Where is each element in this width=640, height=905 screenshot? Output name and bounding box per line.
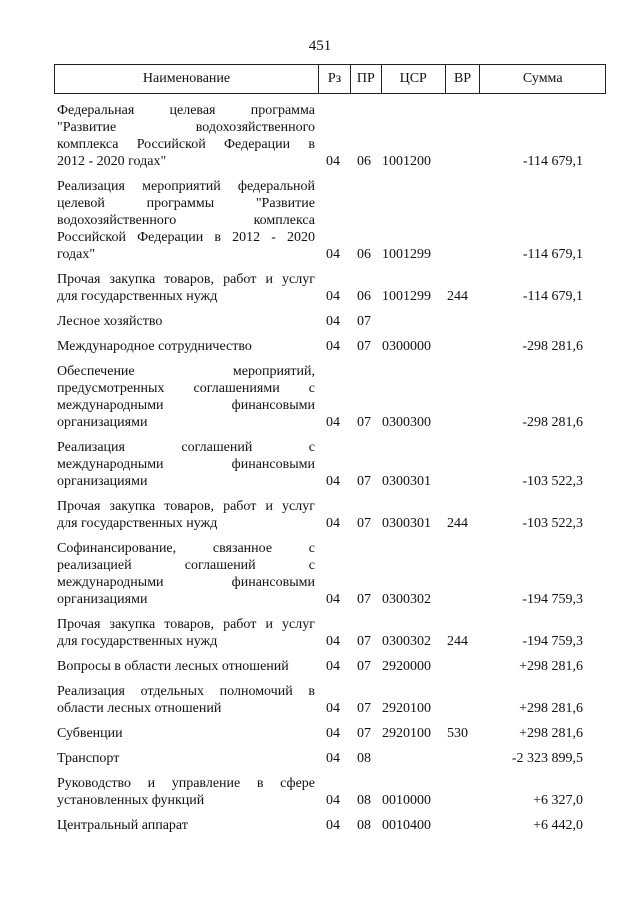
row-name [57, 683, 315, 717]
row-sum: -194 759,3 [522, 634, 583, 649]
row-sum: +298 281,6 [519, 701, 583, 716]
row-name-line: Прочая закупка товаров, работ и услуг [57, 617, 315, 632]
row-sum: +298 281,6 [519, 726, 583, 741]
row-sum: -2 323 899,5 [511, 751, 583, 766]
row-name-line: Прочая закупка товаров, работ и услуг [57, 499, 315, 514]
row-name-line: области лесных отношений [57, 701, 222, 716]
row-name [57, 313, 315, 330]
table-row [0, 271, 640, 305]
header-pr: ПР [351, 65, 382, 93]
row-rz: 04 [326, 634, 340, 649]
row-vr: 244 [447, 289, 468, 304]
page-number: 451 [308, 38, 332, 54]
row-csr: 0010000 [382, 793, 431, 808]
row-name [57, 775, 315, 809]
row-name-line: Лесное хозяйство [57, 314, 163, 329]
row-pr: 06 [357, 289, 371, 304]
row-name-line: организациями [57, 415, 148, 430]
row-name-line: для государственных нужд [57, 634, 218, 649]
row-name-line: Международное сотрудничество [57, 339, 252, 354]
row-pr: 08 [357, 751, 371, 766]
row-csr: 2920100 [382, 701, 431, 716]
row-name [57, 439, 315, 490]
table-row [0, 616, 640, 650]
row-csr: 0300301 [382, 474, 431, 489]
row-csr: 0010400 [382, 818, 431, 833]
row-name [57, 750, 315, 767]
row-name [57, 102, 315, 170]
row-csr: 1001200 [382, 154, 431, 169]
header-rz: Рз [319, 65, 351, 93]
row-rz: 04 [326, 314, 340, 329]
row-name-line: организациями [57, 474, 148, 489]
row-rz: 04 [326, 751, 340, 766]
row-name [57, 363, 315, 431]
row-name-line: Федеральная целевая программа [57, 103, 315, 118]
row-rz: 04 [326, 289, 340, 304]
row-name-line: для государственных нужд [57, 289, 218, 304]
row-rz: 04 [326, 592, 340, 607]
row-rz: 04 [326, 793, 340, 808]
row-name-line: годах" [57, 247, 96, 262]
row-csr: 0300301 [382, 516, 431, 531]
row-pr: 06 [357, 247, 371, 262]
row-sum: -298 281,6 [522, 415, 583, 430]
row-name [57, 178, 315, 263]
table-row [0, 178, 640, 263]
header-sum: Сумма [522, 71, 563, 86]
row-rz: 04 [326, 818, 340, 833]
row-name [57, 498, 315, 532]
row-name-line: Транспорт [57, 751, 120, 766]
row-name-line: реализацией соглашений с [57, 558, 315, 573]
row-csr: 0300300 [382, 415, 431, 430]
table-row [0, 683, 640, 717]
row-rz: 04 [326, 339, 340, 354]
row-name-line: "Развитие водохозяйственного [57, 120, 315, 135]
row-name [57, 540, 315, 608]
table-row [0, 363, 640, 431]
header-vr: ВР [446, 65, 481, 93]
row-name-line: Реализация соглашений с [57, 440, 315, 455]
row-name-line: предусмотренных соглашениями с [57, 381, 315, 396]
table-row [0, 313, 640, 330]
row-pr: 08 [357, 818, 371, 833]
row-name-line: Реализация отдельных полномочий в [57, 684, 315, 699]
row-name-line: Субвенции [57, 726, 123, 741]
row-csr: 0300302 [382, 634, 431, 649]
row-pr: 08 [357, 793, 371, 808]
row-name [57, 725, 315, 742]
row-rz: 04 [326, 726, 340, 741]
row-name-line: комплекса Российской Федерации в [57, 137, 315, 152]
row-pr: 07 [357, 516, 371, 531]
row-name-line: организациями [57, 592, 148, 607]
row-pr: 07 [357, 726, 371, 741]
row-name-line: водохозяйственного комплекса [57, 213, 315, 228]
row-name-line: 2012 - 2020 годах" [57, 154, 167, 169]
row-sum: -114 679,1 [522, 154, 583, 169]
row-name-line: Российской Федерации в 2012 - 2020 [57, 230, 315, 245]
row-csr: 0300000 [382, 339, 431, 354]
row-pr: 06 [357, 154, 371, 169]
table-row [0, 338, 640, 355]
row-rz: 04 [326, 516, 340, 531]
table-row [0, 658, 640, 675]
row-name-line: Софинансирование, связанное с [57, 541, 315, 556]
row-name [57, 271, 315, 305]
table-row [0, 775, 640, 809]
row-rz: 04 [326, 415, 340, 430]
row-sum: -298 281,6 [522, 339, 583, 354]
row-name [57, 338, 315, 355]
row-name-line: Вопросы в области лесных отношений [57, 659, 289, 674]
row-pr: 07 [357, 474, 371, 489]
row-name-line: международными финансовыми [57, 398, 315, 413]
row-csr: 0300302 [382, 592, 431, 607]
row-name [57, 658, 315, 675]
row-sum: -194 759,3 [522, 592, 583, 607]
row-sum: -114 679,1 [522, 247, 583, 262]
table-row [0, 102, 640, 170]
header-csr: ЦСР [382, 65, 446, 93]
row-name [57, 616, 315, 650]
row-rz: 04 [326, 659, 340, 674]
table-row [0, 750, 640, 767]
row-name-line: международными финансовыми [57, 457, 315, 472]
row-rz: 04 [326, 154, 340, 169]
row-csr: 1001299 [382, 289, 431, 304]
row-vr: 244 [447, 516, 468, 531]
row-vr: 530 [447, 726, 468, 741]
row-name-line: для государственных нужд [57, 516, 218, 531]
row-name-line: целевой программы "Развитие [57, 196, 315, 211]
row-sum: -114 679,1 [522, 289, 583, 304]
row-name-line: Обеспечение мероприятий, [57, 364, 315, 379]
table-row [0, 540, 640, 608]
row-name-line: Реализация мероприятий федеральной [57, 179, 315, 194]
row-name-line: Центральный аппарат [57, 818, 188, 833]
row-sum: -103 522,3 [522, 474, 583, 489]
row-name-line: Руководство и управление в сфере [57, 776, 315, 791]
row-sum: +6 327,0 [533, 793, 583, 808]
row-csr: 2920100 [382, 726, 431, 741]
row-pr: 07 [357, 634, 371, 649]
row-sum: +6 442,0 [533, 818, 583, 833]
header-name: Наименование [55, 65, 319, 93]
row-csr: 2920000 [382, 659, 431, 674]
row-rz: 04 [326, 701, 340, 716]
table-row [0, 498, 640, 532]
row-pr: 07 [357, 592, 371, 607]
row-name-line: установленных функций [57, 793, 205, 808]
table-header [54, 64, 606, 94]
row-rz: 04 [326, 474, 340, 489]
row-name [57, 817, 315, 834]
row-pr: 07 [357, 314, 371, 329]
table-row [0, 439, 640, 490]
row-name-line: Прочая закупка товаров, работ и услуг [57, 272, 315, 287]
row-pr: 07 [357, 701, 371, 716]
row-pr: 07 [357, 659, 371, 674]
row-vr: 244 [447, 634, 468, 649]
table-row [0, 817, 640, 834]
table-row [0, 725, 640, 742]
row-rz: 04 [326, 247, 340, 262]
row-sum: +298 281,6 [519, 659, 583, 674]
row-name-line: международными финансовыми [57, 575, 315, 590]
row-csr: 1001299 [382, 247, 431, 262]
row-pr: 07 [357, 339, 371, 354]
row-sum: -103 522,3 [522, 516, 583, 531]
row-pr: 07 [357, 415, 371, 430]
